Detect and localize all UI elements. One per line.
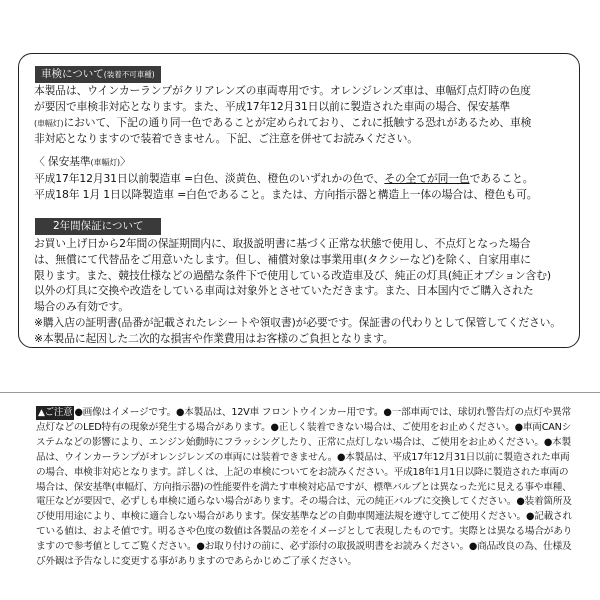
caution-text: ▲ご注意 ●画像はイメージです。●本製品は、12V車 フロントウインカー用です。●一部車両では、球切れ警告灯の点灯や異常点灯などのLED特有の現象が発生する場合があります。●正しく装着できない場合は、ご使用をお止めください。●車両CANシステムなどの影響により、エンジン始動時にフラッシングしたり、正常に点灯しない場合は、ご使用をお止めください。●本製品は、ウインカーランプがオレンジレンズの車両には装着できません。●本製品は、平成17年12月31日以前に製造された車両の場合、車検非対応となります。詳しくは、上記の車検についてをお読みください。平成18年1月1日以降に製造された車両の場合は、保安基準(車幅灯、方向指示器)の性能要件を満たす車検対応品ですが、標準バルブとは異なった光に見える事や車種、電圧などが要因で、必ずしも車検に通らない場合があります。その場合は、元の純正バルブに交換してください。●装着箇所及び使用用途により、車検に適合しない場合があります。保安基準などの自動車関連法規を遵守してご使用ください。●記載されている値は、およそ値です。明るさや色度の数値は各製品の差をイメージとして表現したものです。実際とは異なる場合がありますので参考値としてご覧ください。●お取り付けの前に、必ず添付の取扱説明書をお読みください。●商品改良の為、仕様及び外観は予告なしに変更する事がありますのであらかじめご了承ください。 xyxy=(36,407,573,568)
section-divider xyxy=(0,392,600,393)
inspection-heading-tag: 車検について(装着不可車種) xyxy=(35,66,161,83)
warranty-heading-tag: 2年間保証について xyxy=(35,218,161,235)
warranty-text: お買い上げ日から2年間の保証期間内に、取扱説明書に基づく正常な状態で使用し、不点灯となった場合 は、無償にて代替品をご用意いたします。但し、補償対象は事業用車(タクシーなど)を除く、自家用車に 限ります。また、競技仕様などの過酷な条件下で使用している改造車及び、純正の灯具(純正オプション含む) 以外の灯具に交換や改造をしている車両は対象外とさせていただきます。また、日本国内でご購入された 場合のみ有効です。 ※購入店の証明書(品番が記載されたレシートや領収書)が必要です。保証書の代わりとして保管してください。 ※本製品に起因した二次的な損害や作業費用はお客様のご負担となります。 xyxy=(34,237,561,345)
caution-label: ▲ご注意 xyxy=(38,407,73,418)
inspection-text: 本製品は、ウインカーランプがクリアレンズの車両専用です。オレンジレンズ車は、車幅灯点灯時の色度 が要因で車検非対応となります。また、平成17年12月31日以前に製造された車両の場合、保安基準 (車幅灯)において、下記の通り同一色であることが定められており、これに抵触する恐れがあるため、車検 非対応となりますので装着できません。下記、ご注意を併せてお読みください。 xyxy=(34,84,532,146)
safety-standard-text: 〈 保安基準(車幅灯)〉 平成17年12月31日以前製造車 =白色、淡黄色、橙色のいずれかの色で、その全てが同一色であること。 平成18年 1月 1日以降製造車 =白色であること。または、方向指示器と構造上一体の場合は、橙色も可。 xyxy=(34,155,538,201)
warning-triangle-icon: ▲ xyxy=(38,408,45,418)
